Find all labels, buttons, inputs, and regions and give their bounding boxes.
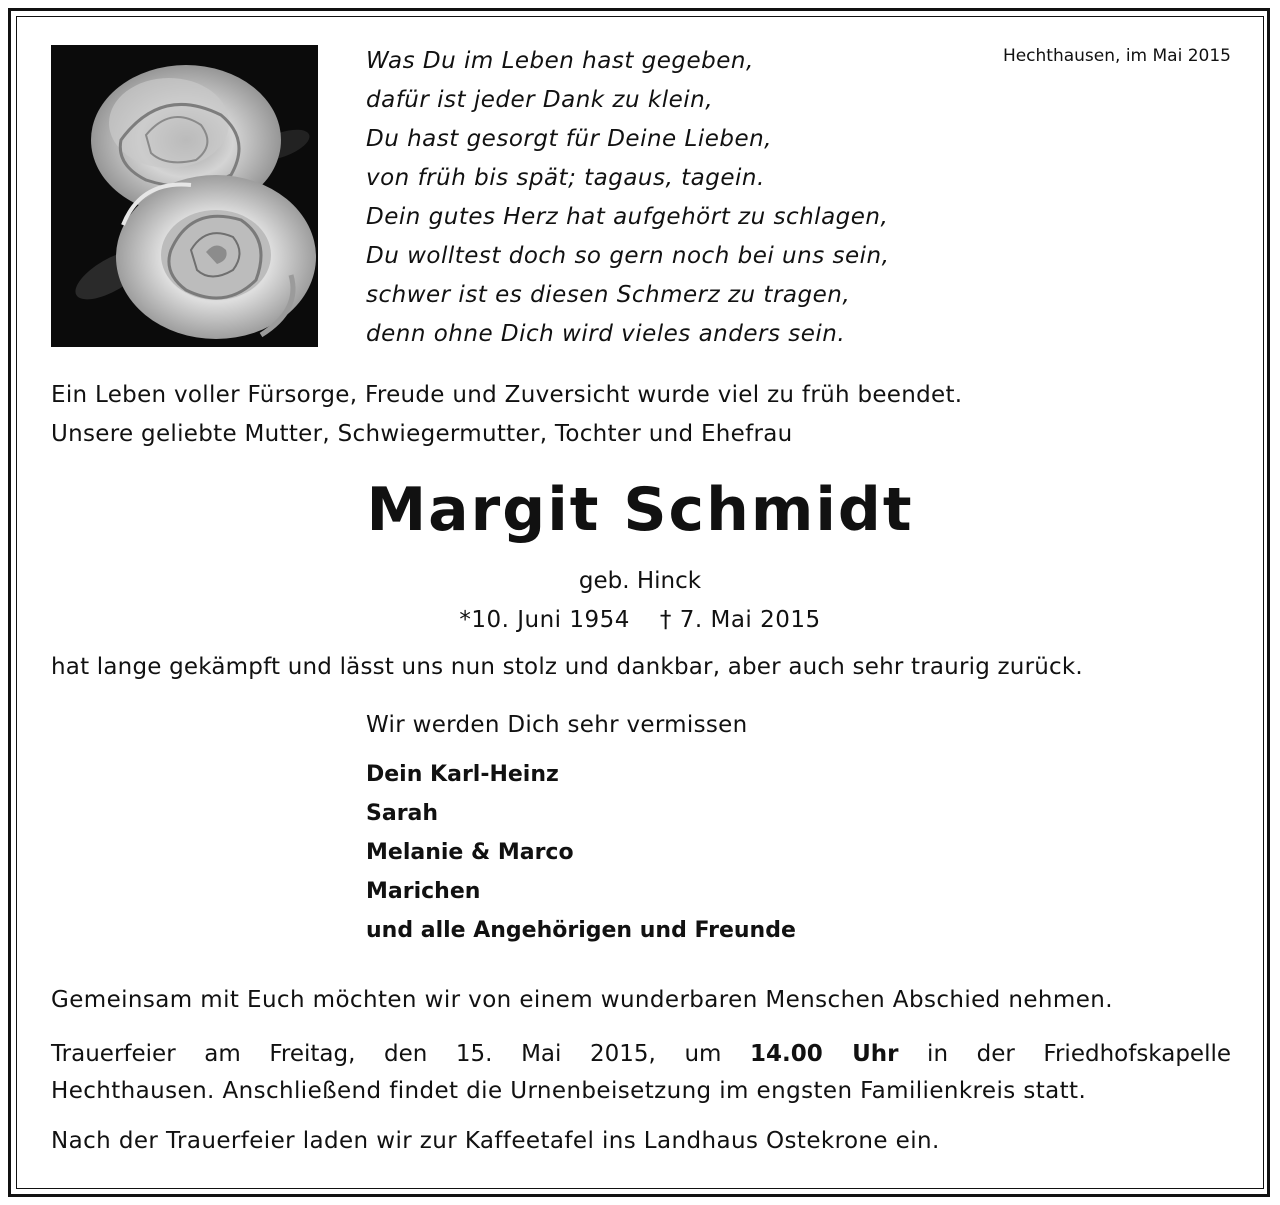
birth-date: *10. Juni 1954: [459, 607, 630, 633]
poem-line: von früh bis spät; tagaus, tagein.: [366, 165, 765, 191]
poem-line: Dein gutes Herz hat aufgehört zu schlagen,: [366, 204, 889, 230]
intro-line: Unsere geliebte Mutter, Schwiegermutter, Tochter und Ehefrau: [51, 421, 793, 447]
ceremony-info: [51, 1036, 1231, 1110]
ceremony-line: Hechthausen. Anschließend findet die Urnenbeisetzung im engsten Familienkreis statt.: [51, 1078, 1087, 1104]
signer: Melanie & Marco: [366, 840, 574, 865]
poem: [366, 42, 889, 354]
poem-line: Was Du im Leben hast gegeben,: [366, 48, 754, 74]
poem-line: dafür ist jeder Dank zu klein,: [366, 87, 714, 113]
maiden-name: geb. Hinck: [578, 568, 702, 594]
poem-line: denn ohne Dich wird vieles anders sein.: [366, 321, 846, 347]
poem-line: Du wolltest doch so gern noch bei uns sein,: [366, 243, 890, 269]
ceremony-line: [51, 1036, 1231, 1073]
signer: Dein Karl-Heinz: [366, 762, 559, 787]
signer: Sarah: [366, 801, 439, 826]
ceremony-text: in der Friedhofskapelle: [898, 1041, 1231, 1067]
roses-photo: [51, 45, 318, 347]
intro-line: Ein Leben voller Fürsorge, Freude und Zuversicht wurde viel zu früh beendet.: [51, 382, 963, 408]
signers: [366, 755, 796, 950]
deceased-name: Margit Schmidt: [366, 475, 914, 545]
signer: und alle Angehörigen und Freunde: [366, 918, 796, 943]
ceremony-text: Trauerfeier am Freitag, den 15. Mai 2015, um: [51, 1041, 751, 1067]
place-date: Hechthausen, im Mai 2015: [1002, 46, 1231, 66]
miss-line: Wir werden Dich sehr vermissen: [366, 712, 748, 738]
death-date: † 7. Mai 2015: [659, 607, 821, 633]
life-dates: [0, 607, 1280, 633]
roses-icon: [51, 45, 318, 347]
fought-line: hat lange gekämpft und lässt uns nun stolz und dankbar, aber auch sehr traurig zurück.: [51, 654, 1083, 680]
poem-line: Du hast gesorgt für Deine Lieben,: [366, 126, 772, 152]
farewell-line: Gemeinsam mit Euch möchten wir von einem wunderbaren Menschen Abschied nehmen.: [51, 987, 1113, 1013]
signer: Marichen: [366, 879, 481, 904]
ceremony-time: 14.00 Uhr: [750, 1041, 899, 1067]
poem-line: schwer ist es diesen Schmerz zu tragen,: [366, 282, 851, 308]
coffee-line: Nach der Trauerfeier laden wir zur Kaffeetafel ins Landhaus Ostekrone ein.: [51, 1128, 940, 1154]
